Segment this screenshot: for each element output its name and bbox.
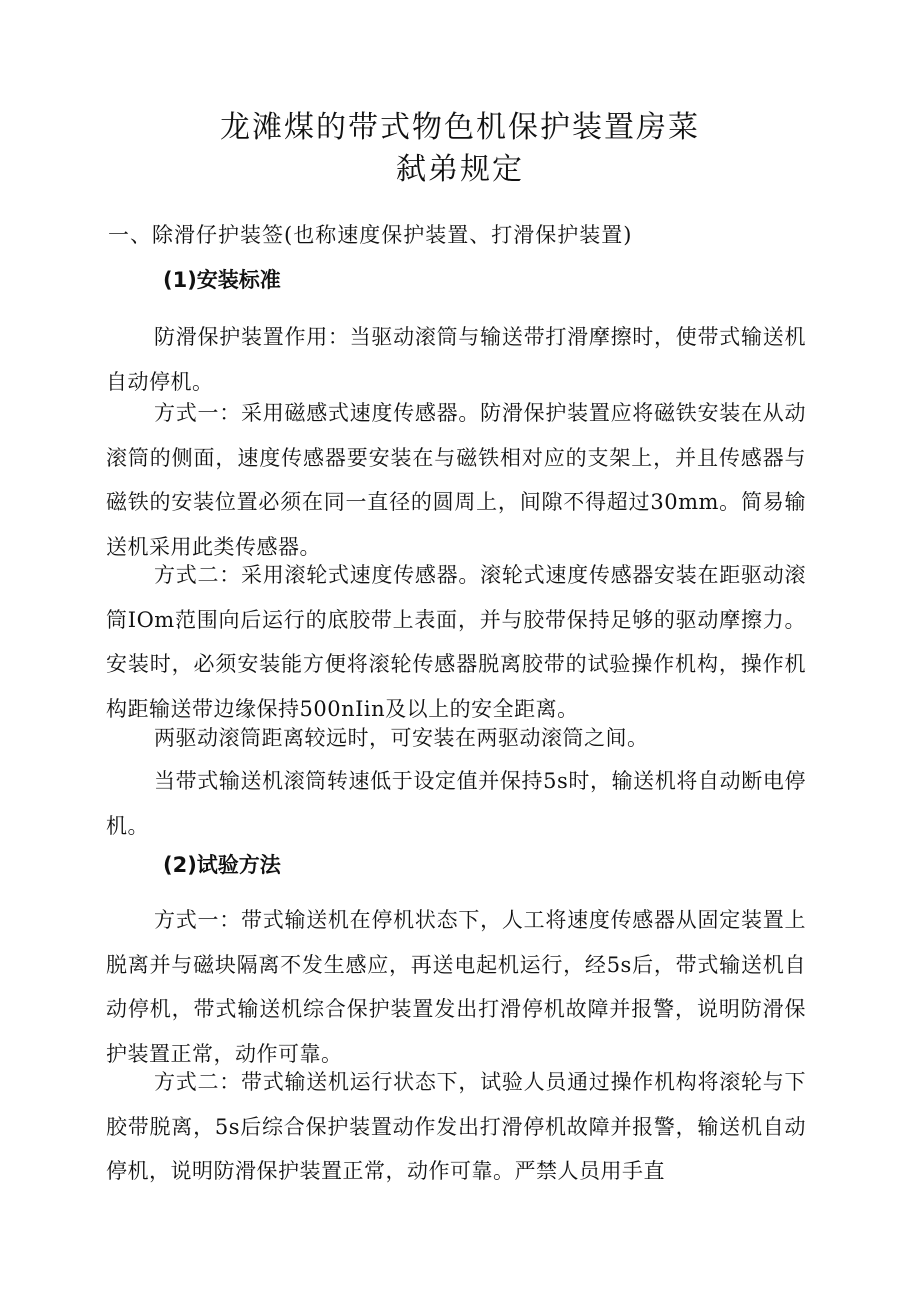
subsection-heading-test-method: (2)试验方法 bbox=[163, 853, 281, 877]
document-title-line1: 龙滩煤的带式物色机保护装置房菜 bbox=[220, 110, 700, 145]
paragraph: 方式一：采用磁感式速度传感器。防滑保护装置应将磁铁安装在从动滚筒的侧面，速度传感器要安装在与磁铁相对应的支架上，并且传感器与磁铁的安装位置必须在同一直径的圆周上，间隙不得超过30mm。简易输送机采用此类传感器。 bbox=[106, 401, 806, 559]
paragraph: 方式二：采用滚轮式速度传感器。滚轮式速度传感器安装在距驱动滚筒IOm范围向后运行的底胶带上表面，并与胶带保持足够的驱动摩擦力。安装时，必须安装能方便将滚轮传感器脱离胶带的试验操作机构，操作机构距输送带边缘保持500nIin及以上的安全距离。 bbox=[106, 563, 806, 721]
subsection-heading-install-standard: (1)安装标准 bbox=[163, 268, 281, 292]
paragraph: 当带式输送机滚筒转速低于设定值并保持5s时，输送机将自动断电停机。 bbox=[106, 769, 806, 838]
paragraph: 两驱动滚筒距离较远时，可安装在两驱动滚筒之间。 bbox=[154, 726, 649, 750]
document-title-line2: 弑弟规定 bbox=[396, 152, 524, 187]
section-heading: 一、除滑仔护装签(也称速度保护装置、打滑保护装置) bbox=[108, 223, 633, 247]
paragraph: 方式一：带式输送机在停机状态下，人工将速度传感器从固定装置上脱离并与磁块隔离不发生感应，再送电起机运行，经5s后，带式输送机自动停机，带式输送机综合保护装置发出打滑停机故障并报警，说明防滑保护装置正常，动作可靠。 bbox=[106, 908, 806, 1066]
paragraph: 方式二：带式输送机运行状态下，试验人员通过操作机构将滚轮与下胶带脱离，5s后综合保护装置动作发出打滑停机故障并报警，输送机自动停机，说明防滑保护装置正常，动作可靠。严禁人员用手直 bbox=[106, 1070, 806, 1183]
paragraph: 防滑保护装置作用：当驱动滚筒与输送带打滑摩擦时，使带式输送机自动停机。 bbox=[106, 325, 806, 394]
